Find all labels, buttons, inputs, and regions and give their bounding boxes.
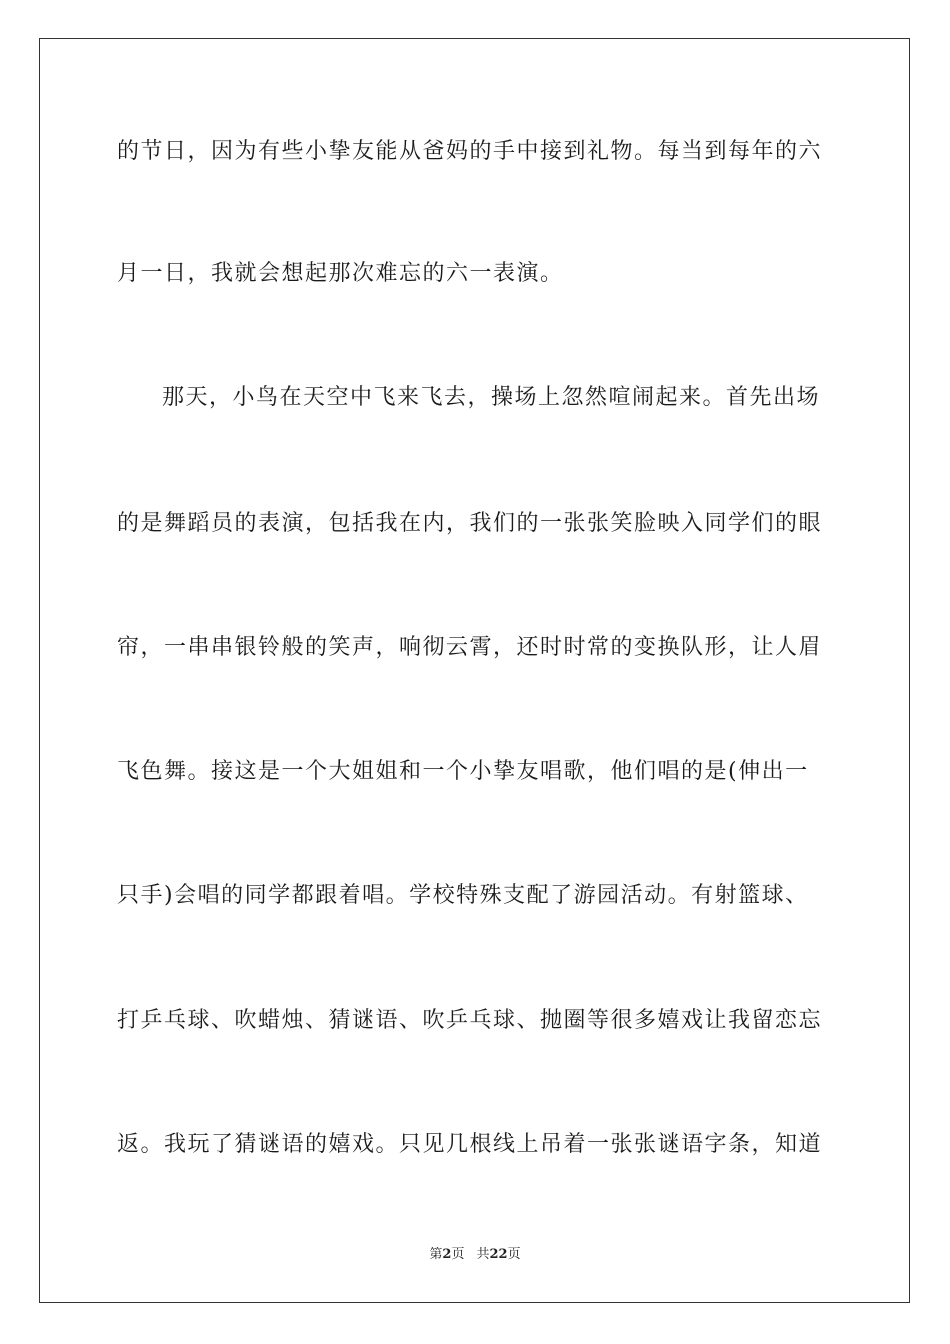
text-line-9: 返。我玩了猜谜语的嬉戏。只见几根线上吊着一张张谜语字条，知道 <box>117 1132 823 1157</box>
text-line-6: 飞色舞。接这是一个大姐姐和一个小挚友唱歌，他们唱的是(伸出一 <box>117 759 809 784</box>
footer-page-suffix: 页 <box>451 1247 465 1262</box>
text-line-7: 只手)会唱的同学都跟着唱。学校特殊支配了游园活动。有射篮球、 <box>117 883 809 908</box>
footer-total-prefix: 共 <box>476 1247 490 1262</box>
text-line-8: 打乒乓球、吹蜡烛、猜谜语、吹乒乓球、抛圈等很多嬉戏让我留恋忘 <box>117 1008 823 1033</box>
text-line-2: 月一日，我就会想起那次难忘的六一表演。 <box>117 261 564 286</box>
text-line-5: 帘，一串串银铃般的笑声，响彻云霄，还时时常的变换队形，让人眉 <box>117 635 823 660</box>
page-footer <box>0 1246 950 1264</box>
footer-page-number: 2 <box>442 1247 452 1262</box>
footer-total-suffix: 页 <box>507 1247 521 1262</box>
text-line-4: 的是舞蹈员的表演，包括我在内，我们的一张张笑脸映入同学们的眼 <box>117 511 823 536</box>
text-line-1: 的节日，因为有些小挚友能从爸妈的手中接到礼物。每当到每年的六 <box>117 139 823 164</box>
footer-page-prefix: 第 <box>429 1247 443 1262</box>
text-line-3: 那天，小鸟在天空中飞来飞去，操场上忽然喧闹起来。首先出场 <box>162 385 821 410</box>
footer-total-number: 22 <box>489 1247 508 1262</box>
page-border <box>39 38 910 1303</box>
